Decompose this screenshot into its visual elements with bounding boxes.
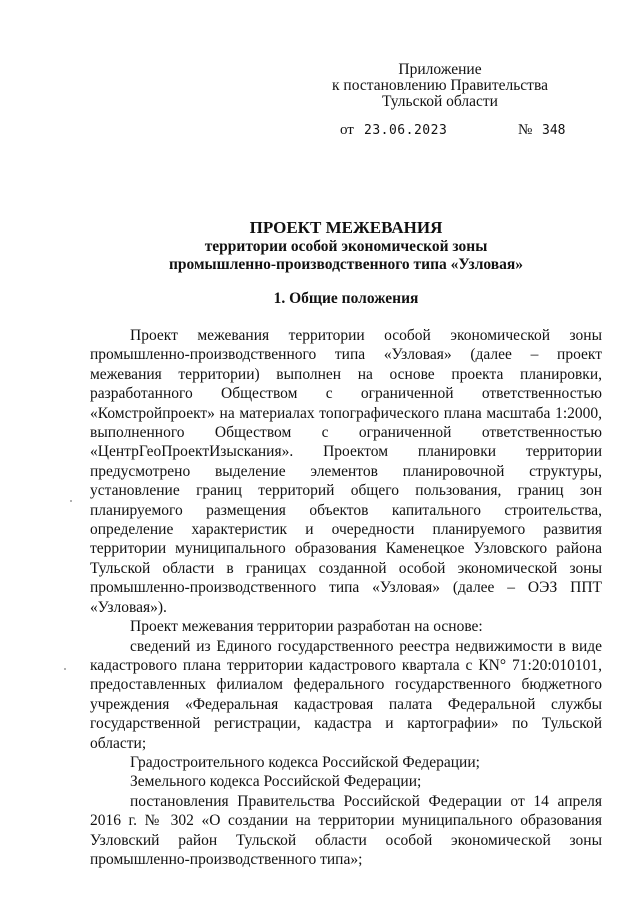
title-line-1: ПРОЕКТ МЕЖЕВАНИЯ [249,218,443,237]
appendix-line-1: Приложение [398,61,482,78]
decree-date-prefix: от [340,122,354,138]
paragraph-urban-code: Градостроительного кодекса Российской Федерации; [130,753,480,771]
document-title [90,218,602,274]
paragraph-basis: Проект межевания территории разработан на основе: [130,618,483,636]
section-heading: 1. Общие положения [273,290,419,307]
appendix-header [300,62,580,110]
title-line-2: территории особой экономической зоны [204,238,488,255]
appendix-line-2: к постановлению Правительства [332,77,548,94]
scan-artifact [70,500,72,502]
scan-artifact [64,668,66,670]
decree-number: 348 [542,123,566,138]
paragraph-government-decree: постановления Правительства Российской Федерации от 14 апреля 2016 г. № 302 «О создании на территории муниципального образования Узловский район Тульской области особой экономической зоны промышленно-производственного типа»; [90,792,602,868]
paragraph-registry: сведений из Единого государственного реестра недвижимости в виде кадастрового плана территории кадастрового квартала с КN° 71:20:010101, предоставленных филиалом федерального государственного бюджетного учреждения «Федеральная кадастровая палата Федеральной службы государственной регистрации, кадастра и картографии» по Тульской области; [90,637,602,752]
body-text [90,326,602,869]
title-line-3: промышленно-производственного типа «Узловая» [168,256,524,273]
paragraph-land-code: Земельного кодекса Российской Федерации; [130,773,422,791]
decree-date: 23.06.2023 [364,123,448,138]
paragraph-intro: Проект межевания территории особой экономической зоны промышленно-производственного типа «Узловая» (далее – проект межевания территории) выполнен на основе проекта планировки, разработанного Обществом с ограниченной ответственностью «Комстройпроект» на материалах топографического плана масштаба 1:2000, выполненного Обществом с ограниченной ответственностью «ЦентрГеоПроектИзыскания». Проектом планировки территории предусмотрено выделение элементов планировочной структуры, установление границ территорий общего пользования, границ зон планируемого размещения объектов капитального строительства, определение характеристик и очередности планируемого развития территории муниципального образования Каменецкое Узловского района Тульской области в границах созданной особой экономической зоны промышленно-производственного типа «Узловая» (далее – ОЭЗ ППТ «Узловая»). [90,327,602,616]
appendix-line-3: Тульской области [382,93,498,110]
decree-number-prefix: № [518,122,533,138]
